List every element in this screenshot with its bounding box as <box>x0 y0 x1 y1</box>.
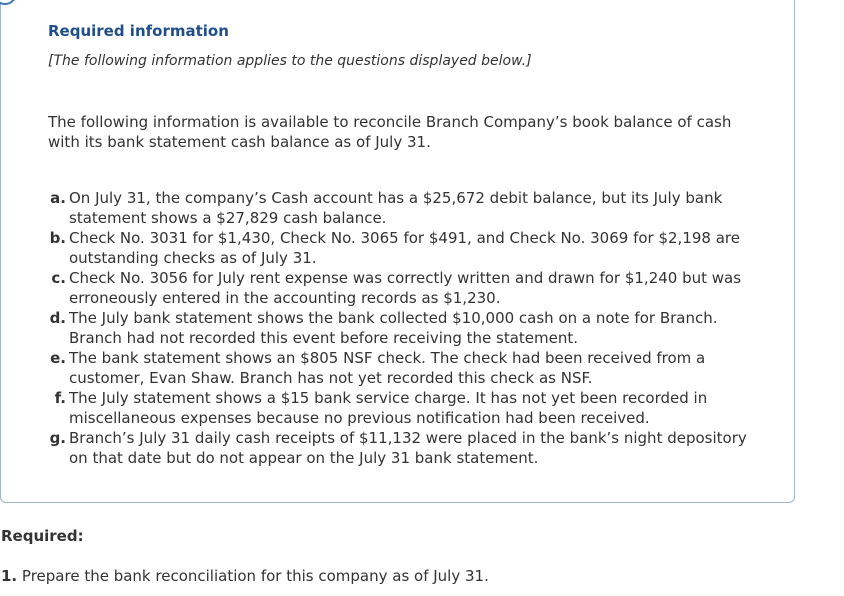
list-item <box>48 428 758 468</box>
item-text: Branch’s July 31 daily cash receipts of $11,132 were placed in the bank’s night depository on that date but do not appear on the July 31 bank statement. <box>69 429 747 467</box>
task-item <box>1 567 489 585</box>
item-letter: d. <box>49 309 66 327</box>
item-letter: b. <box>49 229 66 247</box>
list-item <box>48 188 758 228</box>
item-text: The July bank statement shows the bank collected $10,000 cash on a note for Branch. Branch had not recorded this event before receiving the statement. <box>69 309 718 347</box>
item-letter: c. <box>51 269 66 287</box>
list-item <box>48 388 758 428</box>
item-letter: a. <box>50 189 66 207</box>
required-heading: Required: <box>1 527 84 545</box>
task-text: Prepare the bank reconciliation for this company as of July 31. <box>21 567 489 585</box>
info-note: [The following information applies to the questions displayed below.] <box>48 53 532 69</box>
info-title: Required information <box>48 22 229 40</box>
task-number: 1. <box>1 567 18 585</box>
list-item <box>48 268 758 308</box>
item-letter: e. <box>50 349 66 367</box>
list-item <box>48 228 758 268</box>
transaction-list <box>48 188 758 468</box>
item-text: On July 31, the company’s Cash account has a $25,672 debit balance, but its July bank statement shows a $27,829 cash balance. <box>69 189 723 227</box>
item-text: Check No. 3031 for $1,430, Check No. 3065 for $491, and Check No. 3069 for $2,198 are outstanding checks as of July 31. <box>69 229 740 267</box>
list-item <box>48 348 758 388</box>
panel-corner-icon <box>0 0 17 5</box>
item-letter: f. <box>54 389 66 407</box>
intro-paragraph: The following information is available to reconcile Branch Company’s book balance of cash with its bank statement cash balance as of July 31. <box>48 113 732 151</box>
list-item <box>48 308 758 348</box>
item-text: The July statement shows a $15 bank service charge. It has not yet been recorded in miscellaneous expenses because no previous notification had been received. <box>69 389 708 427</box>
item-text: The bank statement shows an $805 NSF check. The check had been received from a customer, Evan Shaw. Branch has not yet recorded this check as NSF. <box>69 349 706 387</box>
item-text: Check No. 3056 for July rent expense was correctly written and drawn for $1,240 but was erroneously entered in the accounting records as $1,230. <box>69 269 742 307</box>
item-letter: g. <box>49 429 66 447</box>
